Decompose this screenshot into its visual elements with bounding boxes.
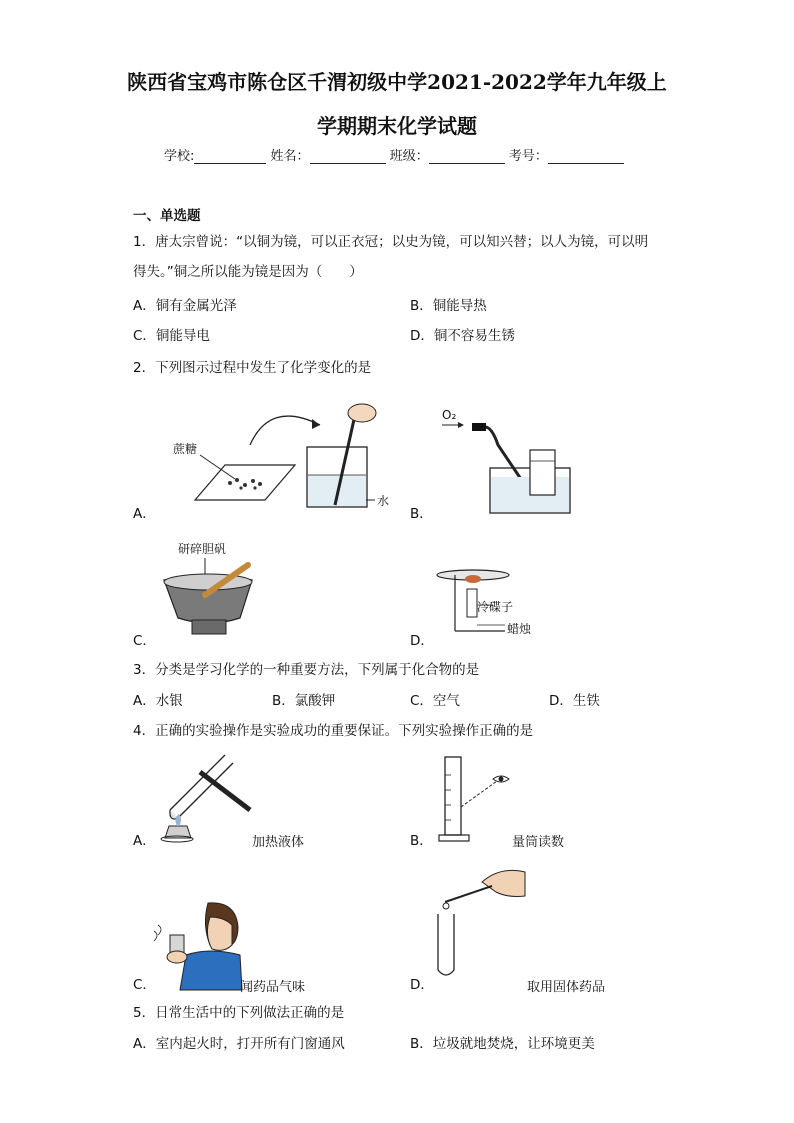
sugar-label: 蔗糖	[173, 442, 198, 456]
heating-caption: 加热液体	[252, 835, 305, 850]
q3-option-d[interactable]: D．生铁	[549, 693, 600, 709]
q1-option-d[interactable]: D．铜不容易生锈	[410, 328, 515, 344]
q2-option-a[interactable]: A．	[133, 506, 156, 522]
q5-stem: 5．日常生活中的下列做法正确的是	[133, 1005, 345, 1021]
q2-stem: 2．下列图示过程中发生了化学变化的是	[133, 360, 372, 376]
name-label: 姓名：	[270, 149, 310, 164]
number-label: 考号：	[508, 149, 548, 164]
school-blank[interactable]	[194, 149, 266, 164]
graduated-cylinder-figure	[435, 755, 515, 845]
solid-reagent-figure	[430, 862, 530, 982]
q3-option-c[interactable]: C．空气	[410, 693, 460, 709]
section-title: 一、单选题	[133, 208, 201, 224]
q4-option-d[interactable]: D．	[410, 977, 434, 993]
class-label: 班级：	[389, 149, 429, 164]
candle-dish-figure	[435, 565, 565, 640]
mortar-figure	[160, 540, 260, 640]
q4-option-b[interactable]: B．	[410, 833, 433, 849]
q4-stem: 4．正确的实验操作是实验成功的重要保证。下列实验操作正确的是	[133, 723, 534, 739]
number-blank[interactable]	[548, 149, 624, 164]
q1-stem-line2: 得失。”铜之所以能为镜是因为（ ）	[133, 264, 363, 280]
reagent-caption: 取用固体药品	[527, 980, 606, 995]
q2-option-b[interactable]: B．	[410, 506, 433, 522]
oxygen-label: O₂	[442, 408, 457, 422]
q3-option-b[interactable]: B．氯酸钾	[272, 693, 336, 709]
q1-stem-line1: 1．唐太宗曾说：“以铜为镜，可以正衣冠；以史为镜，可以知兴替；以人为镜，可以明	[133, 234, 649, 250]
q2-option-d[interactable]: D．	[410, 633, 434, 649]
candle-label: 蜡烛	[507, 622, 532, 636]
water-label: 水	[377, 494, 390, 508]
name-blank[interactable]	[310, 149, 386, 164]
grind-label: 研碎胆矾	[178, 542, 227, 556]
q2-option-c[interactable]: C．	[133, 633, 156, 649]
q3-stem: 3．分类是学习化学的一种重要方法，下列属于化合物的是	[133, 662, 480, 678]
student-info-row	[164, 145, 624, 164]
heating-liquid-figure	[155, 750, 255, 845]
q1-option-a[interactable]: A．铜有金属光泽	[133, 298, 237, 314]
sugar-dissolving-figure	[165, 395, 395, 515]
smelling-figure	[150, 895, 245, 990]
q3-option-a[interactable]: A．水银	[133, 693, 183, 709]
q4-option-c[interactable]: C．	[133, 977, 156, 993]
cylinder-caption: 量筒读数	[512, 835, 565, 850]
q4-option-a[interactable]: A．	[133, 833, 156, 849]
school-label: 学校:	[164, 149, 195, 164]
q1-option-c[interactable]: C．铜能导电	[133, 328, 210, 344]
dish-label: 冷碟子	[477, 600, 514, 614]
q1-option-b[interactable]: B．铜能导热	[410, 298, 487, 314]
q5-option-b[interactable]: B．垃圾就地焚烧，让环境更美	[410, 1036, 595, 1052]
title-line-1: 陕西省宝鸡市陈仓区千渭初级中学2021-2022学年九年级上	[127, 70, 667, 94]
q5-option-a[interactable]: A．室内起火时，打开所有门窗通风	[133, 1036, 345, 1052]
smelling-caption: 闻药品气味	[240, 980, 306, 995]
class-blank[interactable]	[429, 149, 505, 164]
title-line-2: 学期期末化学试题	[317, 114, 477, 138]
oxygen-collection-figure	[440, 405, 580, 520]
